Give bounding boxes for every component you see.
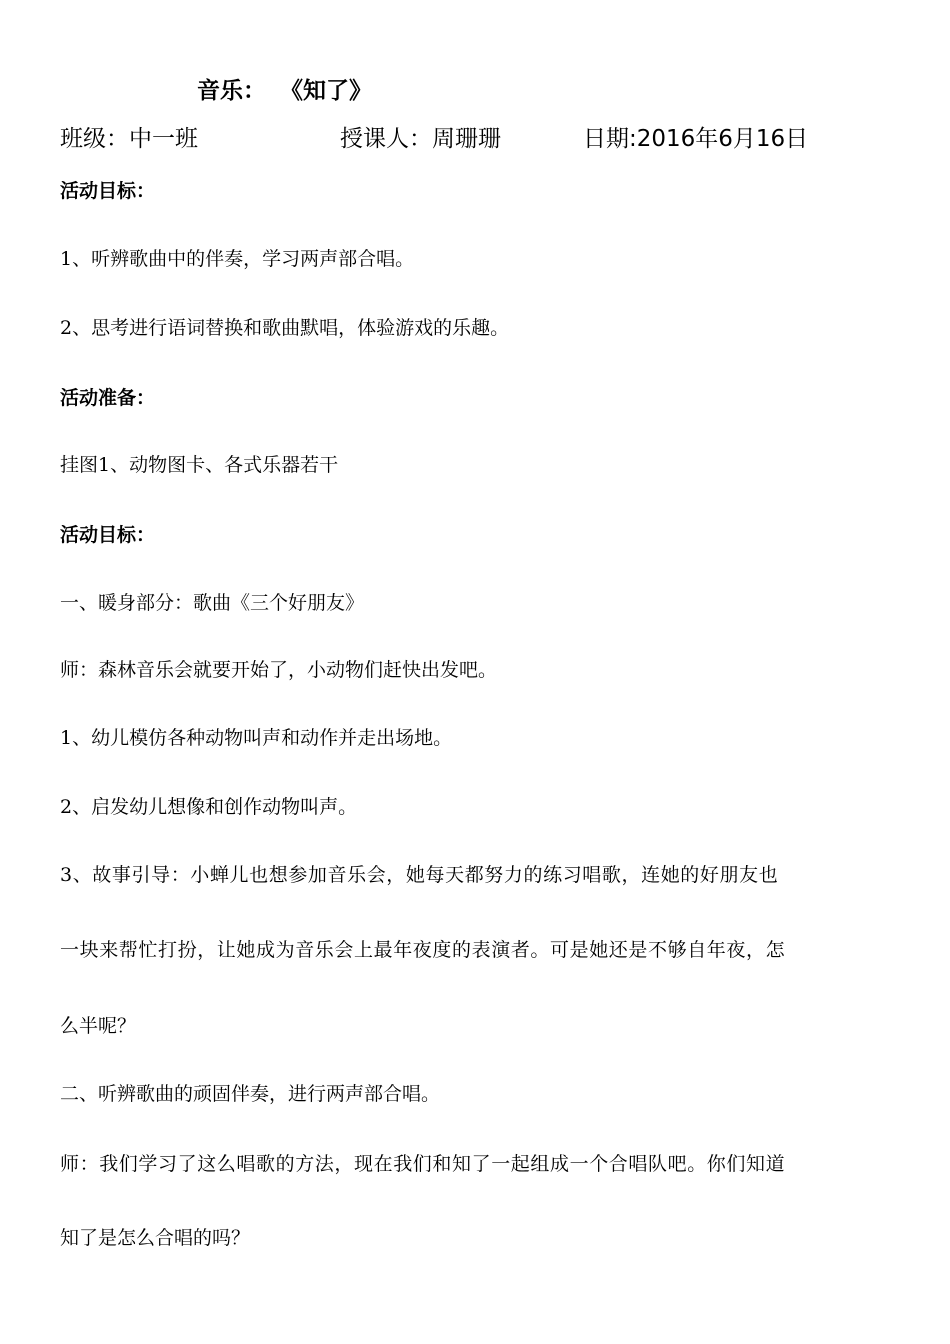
step-2: 2、启发幼儿想像和创作动物叫声。: [60, 796, 358, 818]
title-prefix: 音乐：: [197, 78, 266, 104]
preparation-text: 挂图1、动物图卡、各式乐器若干: [60, 454, 339, 476]
section-1: 一、暖身部分：歌曲《三个好朋友》: [60, 592, 365, 614]
step-1: 1、幼儿模仿各种动物叫声和动作并走出场地。: [60, 727, 453, 749]
date-info: 日期:2016年6月16日: [583, 126, 809, 152]
step-3-line-2: 一块来帮忙打扮，让她成为音乐会上最年夜度的表演者。可是她还是不够自年夜，怎: [60, 939, 786, 961]
heading-goals: 活动目标：: [60, 180, 156, 202]
step-3-line-1: 3、故事引导：小蝉儿也想参加音乐会，她每天都努力的练习唱歌，连她的好朋友也: [60, 864, 779, 886]
step-3-line-3: 么半呢？: [60, 1015, 137, 1037]
teacher-line-1: 师：森林音乐会就要开始了，小动物们赶快出发吧。: [60, 659, 498, 681]
class-info: 班级：中一班: [60, 126, 198, 152]
goal-1: 1、听辨歌曲中的伴奏，学习两声部合唱。: [60, 248, 415, 270]
teacher-line-2-line-2: 知了是怎么合唱的吗？: [60, 1227, 251, 1249]
document-title: [197, 72, 372, 105]
title-name: 《知了》: [280, 78, 372, 104]
heading-process: 活动目标：: [60, 524, 156, 546]
heading-preparation: 活动准备：: [60, 387, 156, 409]
teacher-line-2-line-1: 师：我们学习了这么唱歌的方法，现在我们和知了一起组成一个合唱队吧。你们知道: [60, 1153, 786, 1175]
section-2: 二、听辨歌曲的顽固伴奏，进行两声部合唱。: [60, 1083, 441, 1105]
teacher-info: 授课人：周珊珊: [340, 126, 501, 152]
goal-2: 2、思考进行语词替换和歌曲默唱，体验游戏的乐趣。: [60, 317, 510, 339]
